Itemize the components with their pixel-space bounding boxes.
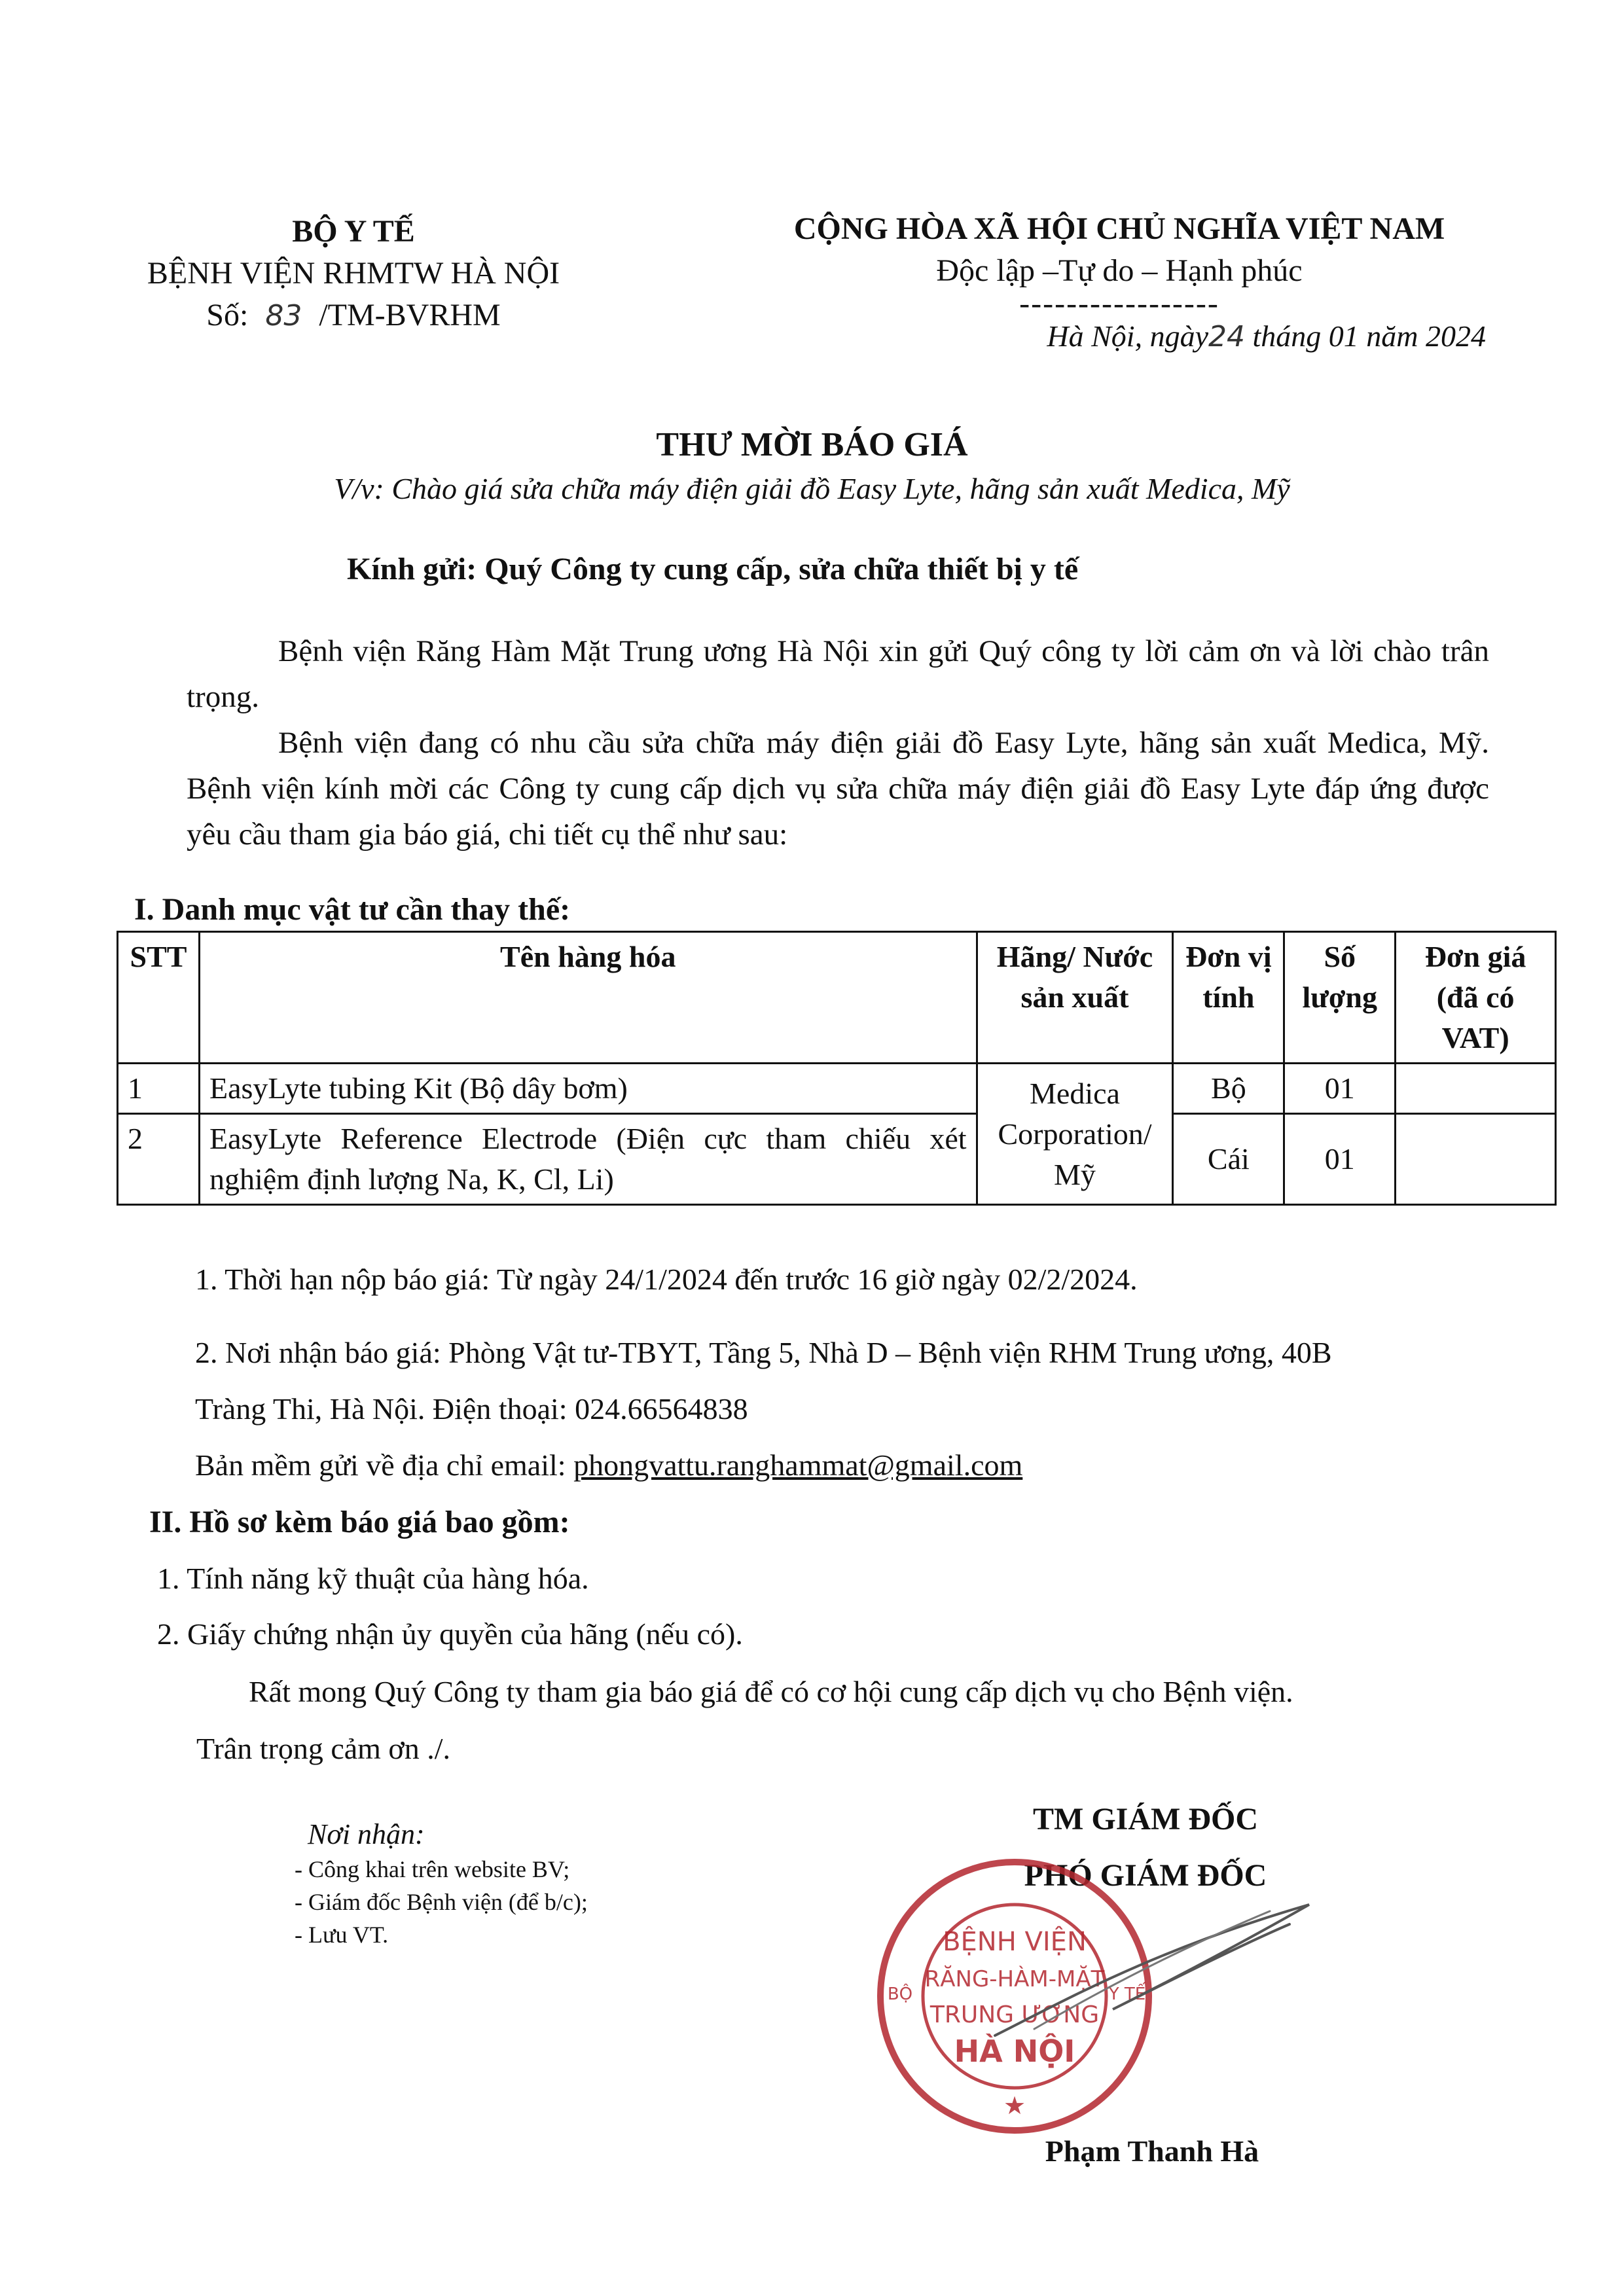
issue-date: Hà Nội, ngày24 tháng 01 năm 2024 (1047, 319, 1486, 353)
greeting-line: Kính gửi: Quý Công ty cung cấp, sửa chữa thiết bị y tế (347, 552, 1079, 586)
col-name: Tên hàng hóa (199, 932, 977, 1064)
stamp-text-top: BỆNH VIỆN (943, 1927, 1087, 1957)
issuer-block (98, 211, 609, 337)
national-header (740, 208, 1499, 358)
table-header-row (118, 932, 1556, 1064)
signer-name: Phạm Thanh Hà (1045, 2134, 1259, 2168)
recipient-item: - Công khai trên website BV; (295, 1856, 570, 1882)
col-price: Đơn giá (đã có VAT) (1396, 932, 1556, 1064)
intro-paragraph-1: Bệnh viện Răng Hàm Mặt Trung ương Hà Nội xin gửi Quý công ty lời cảm ơn và lời chào trân trọng. (187, 634, 1489, 714)
closing-paragraph: Rất mong Quý Công ty tham gia báo giá để có cơ hội cung cấp dịch vụ cho Bệnh viện. (249, 1675, 1293, 1708)
row-stt: 1 (118, 1064, 200, 1114)
stamp-text-bottom: HÀ NỘI (954, 2034, 1075, 2069)
signature-title: TM GIÁM ĐỐC (1033, 1802, 1258, 1837)
stamp-side-right: Y TẾ (1108, 1984, 1146, 2004)
star-icon: ★ (1003, 2091, 1026, 2120)
email-link[interactable]: phongvattu.ranghammat@gmail.com (573, 1448, 1023, 1482)
recipient-item: - Giám đốc Bệnh viện (để b/c); (295, 1889, 588, 1915)
row-name: EasyLyte tubing Kit (Bộ dây bơm) (199, 1064, 977, 1114)
document-number: Số: 83 /TM-BVRHM (206, 298, 501, 332)
country-name: CỘNG HÒA XÃ HỘI CHỦ NGHĨA VIỆT NAM (793, 211, 1445, 246)
row-qty: 01 (1284, 1064, 1396, 1114)
note-deadline: 1. Thời hạn nộp báo giá: Từ ngày 24/1/2024 đến trước 16 giờ ngày 02/2/2024. (195, 1263, 1138, 1296)
row-unit: Bộ (1173, 1064, 1284, 1114)
col-stt: STT (118, 932, 200, 1064)
table-row (118, 1114, 1556, 1205)
signature-subtitle: PHÓ GIÁM ĐỐC (1024, 1858, 1267, 1893)
document-title: THƯ MỜI BÁO GIÁ (656, 426, 968, 463)
handwritten-number: 83 (265, 299, 302, 332)
row-name: EasyLyte Reference Electrode (Điện cực tham chiếu xét nghiệm định lượng Na, K, Cl, Li) (199, 1114, 977, 1205)
recipients-heading: Nơi nhận: (308, 1818, 425, 1850)
stamp-text-mid2: TRUNG ƯƠNG (929, 2001, 1100, 2028)
section-2-item-1: 1. Tính năng kỹ thuật của hàng hóa. (157, 1562, 589, 1595)
hospital-name: BỆNH VIỆN RHMTW HÀ NỘI (147, 256, 560, 291)
section-2-heading: II. Hồ sơ kèm báo giá bao gồm: (149, 1505, 570, 1539)
recipient-item: - Lưu VT. (295, 1922, 389, 1948)
ministry-name: BỘ Y TẾ (292, 214, 415, 249)
note-email: Bản mềm gửi về địa chỉ email: phongvattu.ranghammat@gmail.com (195, 1448, 1023, 1482)
table-row (118, 1064, 1556, 1114)
section-1-heading: I. Danh mục vật tư cần thay thế: (134, 892, 571, 927)
handwritten-day: 24 (1208, 320, 1245, 353)
row-price (1396, 1114, 1556, 1205)
row-qty: 01 (1284, 1114, 1396, 1205)
national-motto: Độc lập –Tự do – Hạnh phúc (936, 253, 1303, 288)
col-unit: Đơn vị tính (1173, 932, 1284, 1064)
items-table (117, 931, 1557, 1206)
document-subject: V/v: Chào giá sửa chữa máy điện giải đồ Easy Lyte, hãng sản xuất Medica, Mỹ (334, 472, 1290, 505)
section-2-item-2: 2. Giấy chứng nhận ủy quyền của hãng (nếu có). (157, 1617, 743, 1651)
row-manufacturer: Medica Corporation/ Mỹ (977, 1064, 1173, 1205)
row-unit: Cái (1173, 1114, 1284, 1205)
note-address-1: 2. Nơi nhận báo giá: Phòng Vật tư-TBYT, Tầng 5, Nhà D – Bệnh viện RHM Trung ương, 40B (195, 1336, 1332, 1369)
row-stt: 2 (118, 1114, 200, 1205)
intro-paragraph-2: Bệnh viện đang có nhu cầu sửa chữa máy điện giải đồ Easy Lyte, hãng sản xuất Medica, Mỹ. Bệnh viện kính mời các Công ty cung cấp dịch vụ sửa chữa máy điện giải đồ Easy Lyte đáp ứng được yêu cầu tham gia báo giá, chi tiết cụ thể như sau: (187, 726, 1489, 852)
stamp-text-mid: RĂNG-HÀM-MẶT (924, 1966, 1105, 1992)
col-manufacturer: Hãng/ Nước sản xuất (977, 932, 1173, 1064)
row-price (1396, 1064, 1556, 1114)
recipients-block (295, 1816, 588, 1951)
closing-thanks: Trân trọng cảm ơn ./. (196, 1732, 451, 1765)
stamp-side-left: BỘ (887, 1984, 913, 2004)
handwritten-signature (982, 1865, 1322, 2062)
header-divider: ----------------- (1019, 286, 1219, 321)
note-address-2: Tràng Thi, Hà Nội. Điện thoại: 024.66564838 (195, 1392, 748, 1426)
col-qty: Số lượng (1284, 932, 1396, 1064)
